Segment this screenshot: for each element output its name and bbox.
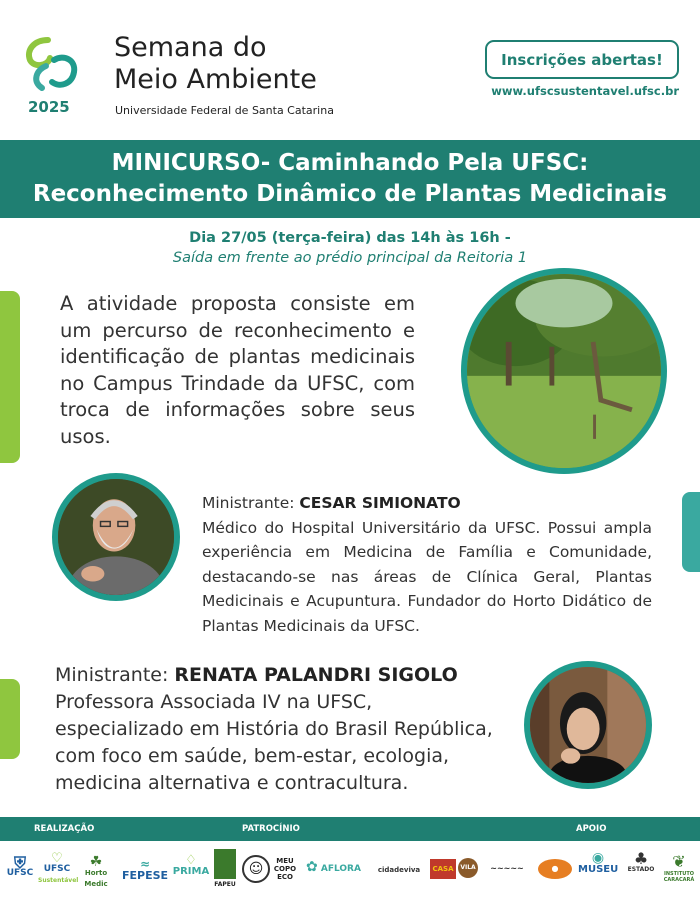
course-title-banner — [0, 140, 700, 218]
museum-icon: ◉ — [591, 850, 605, 866]
event-logo — [20, 36, 82, 116]
instructor-bio: Professora Associada IV na UFSC, especializado em História do Brasil República, com foco em saúde, bem-estar, ecologia, medicina alternativa e contracultura. — [55, 691, 493, 794]
casa-logo: CASA — [430, 859, 456, 879]
park-image — [467, 274, 661, 468]
fapeu-logo: FAPEU — [212, 849, 238, 890]
schedule-date: Dia 27/05 (terça-feira) das 14h às 16h - — [189, 230, 511, 246]
course-title-line2: Reconhecimento Dinâmico de Plantas Medicinais — [32, 181, 668, 207]
course-title-line1: MINICURSO- Caminhando Pela UFSC: — [111, 150, 589, 176]
flower-icon: ✿ — [306, 859, 318, 875]
globe-logo-icon: ☺ — [242, 855, 270, 883]
aflora-logo: ✿ AFLORA — [306, 859, 361, 875]
header — [0, 0, 700, 140]
heart-icon: ♡ — [51, 851, 63, 866]
instructor-renata — [55, 662, 505, 797]
vila-logo: VILA — [458, 858, 478, 878]
ufsc-logo: ⛨ UFSC — [6, 853, 34, 878]
patrocinio-label: PATROCÍNIO — [242, 824, 300, 834]
instructor-name: RENATA PALANDRI SIGOLO — [174, 664, 458, 686]
meu-copo-logo: MEU COPO ECO — [273, 857, 297, 881]
wave-icon: ≈ — [139, 857, 151, 871]
university-name: Universidade Federal de Santa Catarina — [115, 104, 334, 117]
apoio-label: APOIO — [576, 824, 607, 834]
portrait-renata — [530, 667, 646, 783]
shield-icon: ⛨ — [13, 853, 26, 872]
website-link[interactable]: www.ufscsustentavel.ufsc.br — [491, 84, 679, 98]
horto-logo: ☘ Horto Medic — [78, 857, 114, 890]
park-photo — [461, 268, 667, 474]
instructor-name: CESAR SIMIONATO — [299, 494, 461, 512]
sponsor-logos — [0, 845, 700, 900]
year-label: 2025 — [28, 98, 70, 116]
orange-badge-logo: ● — [538, 859, 572, 879]
ufsc-sustentavel-logo: ♡ UFSC Sustentável — [38, 851, 79, 884]
leaf-icon: ❦ — [672, 852, 686, 871]
instructor-label: Ministrante: — [202, 494, 300, 512]
instructor-label: Ministrante: — [55, 664, 175, 686]
instituto-logo: ❦ INSTITUTO CARACARÁ — [663, 852, 695, 883]
accent-bar-left-1 — [0, 291, 20, 463]
activity-description: A atividade proposta consiste em um percurso de reconhecimento e identificação de plantas medicinais no Campus Trindade da UFSC, com troca de informações sobre seus usos. — [60, 292, 415, 448]
cidade-viva-logo: cidadeviva — [377, 866, 421, 874]
fepese-logo: ≈ FEPESE — [122, 857, 169, 882]
drop-icon: ♢ — [185, 853, 197, 868]
schedule — [0, 228, 700, 268]
registration-button[interactable]: Inscrições abertas! — [485, 40, 679, 79]
prima-logo: ♢ PRIMA — [172, 853, 210, 877]
museu-logo: ◉ MUSEU — [578, 850, 619, 875]
footer-sponsor-bar — [0, 817, 700, 841]
fapeu-mark-icon — [214, 849, 236, 879]
leaf-swirl-icon — [20, 36, 82, 96]
event-title: Semana do Meio Ambiente — [114, 32, 317, 95]
plant-icon: ☘ — [89, 854, 103, 870]
accent-bar-right — [682, 492, 700, 572]
portrait-cesar — [58, 479, 174, 595]
renata-photo — [524, 661, 652, 789]
instructor-bio: Médico do Hospital Universitário da UFSC. Possui ampla experiência em Medicina de Família e Comunidade, destacando-se nas áreas de Clínica Geral, Plantas Medicinais e Acupuntura. Fundador do Horto Didático de Plantas Medicinais da UFSC. — [202, 518, 652, 635]
realizacao-label: REALIZAÇÃO — [34, 824, 95, 834]
brand-script-logo: ~~~~~ — [490, 864, 524, 873]
tree-icon: ♣ — [633, 849, 649, 868]
cesar-photo — [52, 473, 180, 601]
accent-bar-left-2 — [0, 679, 20, 759]
schedule-place: Saída em frente ao prédio principal da Reitoria 1 — [172, 250, 528, 266]
instructor-cesar — [202, 491, 652, 638]
estado-logo: ♣ ESTADO — [624, 853, 658, 875]
